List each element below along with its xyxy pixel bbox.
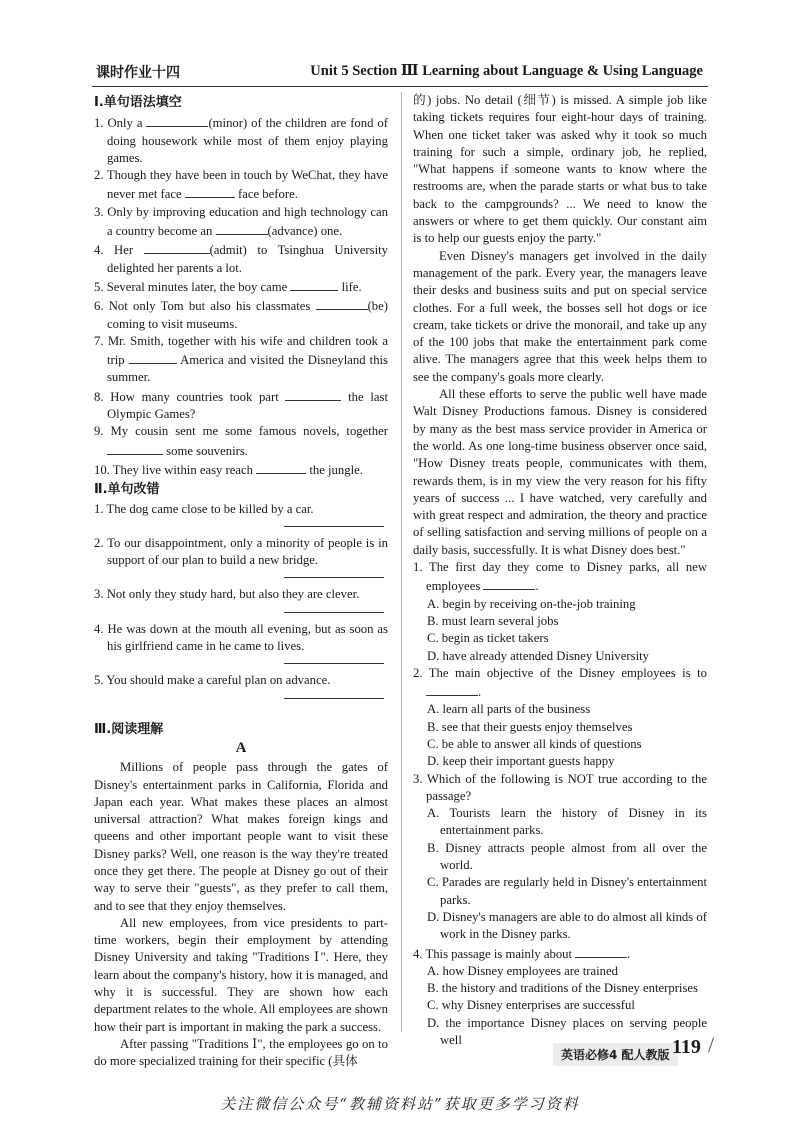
passage-paragraph-2: All new employees, from vice presidents to part-time workers, begin their employment by attending Disney University and taking "Traditions Ⅰ". Here, they learn about the company's history, how it is managed, and why it is successful. They are shown how each department relates to the whole. All employees are shown how their part is important in making the park a success. bbox=[94, 915, 388, 1034]
answer-option[interactable]: A. Tourists learn the history of Disney in its entertainment parks. bbox=[427, 806, 707, 838]
passage-paragraph-5: All these efforts to serve the public well have made Walt Disney Productions famous. Disney is considered by many as the best mass service provider in America or the world. As one long-time business observer once said, "How Disney treats people, communicates with them, rewards them, is in my view the very reason for his fifty years of success ... I have watched, very carefully and with great respect and admiration, the theory and practice of selling satisfaction and serving millions of people on a daily basis, successfully. It is what Disney does best." bbox=[413, 387, 707, 557]
question-text-end: . bbox=[535, 579, 539, 594]
page-slash-mark: / bbox=[708, 1032, 715, 1057]
answer-option[interactable]: A. begin by receiving on-the-job training bbox=[427, 596, 636, 611]
answer-blank[interactable] bbox=[216, 221, 268, 235]
passage-paragraph-3-continued: 的) jobs. No detail (细节) is missed. A simple job like taking tickets requires four eight-hour days of training. When one ticket taker was asked why it took so much training for such a simple, ordinary job, he replied, "What happens if someone wants to know where the restrooms are, when the parade starts or what bus to take back to the campgrounds? ... We need to know the answers or where to get them quickly. Our constant aim is to help our guests enjoy the party." bbox=[413, 93, 707, 246]
error-correction-item: 3. Not only they study hard, but also they are clever. bbox=[94, 587, 360, 602]
answer-option[interactable]: D. have already attended Disney University bbox=[427, 648, 649, 663]
grammar-fill-list bbox=[94, 113, 388, 479]
item-text-before: 5. Several minutes later, the boy came bbox=[94, 279, 291, 294]
question-text: 1. The first day they come to Disney parks, all new employees bbox=[413, 560, 707, 594]
answer-option[interactable]: C. begin as ticket takers bbox=[427, 631, 549, 646]
item-text-after: life. bbox=[338, 279, 362, 294]
worksheet-title: 课时作业十四 bbox=[96, 65, 180, 81]
grammar-fill-item bbox=[94, 387, 388, 424]
question-stem bbox=[413, 665, 707, 702]
item-text-after: the jungle. bbox=[306, 462, 363, 477]
answer-line bbox=[94, 690, 388, 707]
answer-option[interactable]: A. how Disney employees are trained bbox=[427, 963, 618, 978]
answer-line bbox=[94, 655, 388, 672]
grammar-fill-item bbox=[94, 277, 388, 296]
page-number: 119 bbox=[672, 1036, 701, 1058]
watermark-text: 关注微信公众号“教辅资料站”获取更多学习资料 bbox=[220, 1095, 580, 1113]
item-text-before: 2. Though they have been in touch by WeChat, they have never met face bbox=[94, 168, 388, 202]
grammar-fill-item bbox=[94, 423, 388, 460]
answer-option[interactable]: D. keep their important guests happy bbox=[427, 754, 615, 769]
grammar-fill-item bbox=[94, 460, 388, 479]
book-label: 英语必修4 配人教版 bbox=[553, 1043, 678, 1066]
unit-title: Unit 5 Section Ⅲ Learning about Language & Using Language bbox=[310, 63, 703, 79]
item-text-after: face before. bbox=[234, 187, 298, 202]
answer-option[interactable]: B. see that their guests enjoy themselves bbox=[427, 719, 633, 734]
answer-underline[interactable] bbox=[284, 663, 384, 664]
answer-blank[interactable] bbox=[575, 944, 627, 958]
item-text-before: 4. Her bbox=[94, 243, 144, 258]
item-text-after: (minor) of the children are fond of doing housework while most of them enjoy playing games. bbox=[107, 116, 388, 165]
grammar-fill-item bbox=[94, 204, 388, 241]
answer-option[interactable]: D. the importance Disney places on serving people well bbox=[427, 1015, 707, 1048]
answer-blank[interactable] bbox=[144, 240, 210, 254]
passage-paragraph-4: Even Disney's managers get involved in the daily management of the park. Every year, the managers leave their desks and business suits and put on special service clothes. For a full week, the bosses sell hot dogs or ice cream, take tickets or drive the monorail, and take up any of the 100 jobs that make the entertainment park come alive. The managers agree that this week helps them to see the company's goals more clearly. bbox=[413, 248, 707, 384]
left-column bbox=[94, 92, 388, 1071]
answer-option[interactable]: B. must learn several jobs bbox=[427, 613, 559, 628]
item-text-after: some souvenirs. bbox=[163, 443, 248, 458]
error-correction-list bbox=[94, 501, 388, 707]
grammar-fill-item bbox=[94, 167, 388, 204]
question-text: 2. The main objective of the Disney employees is to bbox=[413, 665, 707, 680]
answer-blank[interactable] bbox=[185, 184, 235, 198]
answer-blank[interactable] bbox=[285, 387, 341, 401]
answer-blank[interactable] bbox=[256, 460, 306, 474]
item-text-after: America and visited the Disneyland this summer. bbox=[107, 353, 388, 385]
passage-paragraph-3: After passing "Traditions Ⅰ", the employees go on to do more specialized training for their specific (具体 bbox=[94, 1036, 388, 1069]
answer-underline[interactable] bbox=[284, 526, 384, 527]
answer-blank[interactable] bbox=[316, 296, 368, 310]
error-correction-item: 4. He was down at the mouth all evening, but as soon as his girlfriend came in he came to lives. bbox=[94, 621, 388, 654]
question-stem bbox=[413, 771, 707, 806]
grammar-fill-item bbox=[94, 240, 388, 277]
question-text-end: . bbox=[478, 685, 482, 700]
section-3-title: Ⅲ.阅读理解 bbox=[94, 721, 164, 737]
answer-blank[interactable] bbox=[146, 113, 208, 127]
answer-line bbox=[94, 604, 388, 621]
answer-underline[interactable] bbox=[284, 577, 384, 578]
answer-option[interactable]: C. Parades are regularly held in Disney's entertainment parks. bbox=[427, 875, 707, 907]
item-text-before: 10. They live within easy reach bbox=[94, 462, 257, 477]
error-correction-item: 2. To our disappointment, only a minority of people is in support of our plan to build a new bridge. bbox=[94, 535, 388, 568]
question-list bbox=[413, 559, 707, 1049]
question-text: 3. Which of the following is NOT true according to the passage? bbox=[413, 771, 707, 803]
column-divider bbox=[401, 92, 402, 1032]
item-text-before: 1. Only a bbox=[94, 116, 147, 131]
item-text-before: 7. Mr. Smith, together with his wife and children took a trip bbox=[94, 333, 388, 368]
answer-option[interactable]: D. Disney's managers are able to do almost all kinds of work in the Disney parks. bbox=[427, 909, 707, 942]
item-text-after: (advance) one. bbox=[267, 224, 343, 239]
error-correction-item: 1. The dog came close to be killed by a car. bbox=[94, 501, 314, 516]
section-1-title: Ⅰ.单句语法填空 bbox=[94, 95, 182, 110]
answer-option[interactable]: B. the history and traditions of the Disney enterprises bbox=[427, 981, 698, 996]
item-text-after: (be) coming to visit museums. bbox=[107, 299, 388, 331]
answer-option[interactable]: B. Disney attracts people almost from all over the world. bbox=[427, 840, 707, 873]
item-text-before: 6. Not only Tom but also his classmates bbox=[94, 299, 316, 314]
item-text-before: 8. How many countries took part bbox=[94, 389, 286, 404]
passage-title: A bbox=[235, 739, 247, 756]
item-text-before: 9. My cousin sent me some famous novels, together bbox=[94, 424, 388, 439]
answer-line bbox=[94, 518, 388, 535]
answer-blank[interactable] bbox=[483, 576, 535, 590]
grammar-fill-item bbox=[94, 333, 388, 387]
passage-paragraph-1: Millions of people pass through the gates of Disney's entertainment parks in California, Florida and Japan each year. What makes these places an almost universal attraction? What makes foreign kings and queens and other important people want to visit these Disney parks? Well, one reason is the way they're treated once they get there. The people at Disney go out of their way to serve their "guests", as they prefer to call them, and to see that they enjoy themselves. bbox=[94, 760, 388, 913]
right-column bbox=[413, 92, 707, 1049]
answer-blank[interactable] bbox=[290, 277, 338, 291]
answer-underline[interactable] bbox=[284, 698, 384, 699]
question-text: 4. This passage is mainly about bbox=[413, 946, 576, 961]
section-2-title: Ⅱ.单句改错 bbox=[94, 482, 160, 498]
answer-option[interactable]: A. learn all parts of the business bbox=[427, 702, 591, 717]
answer-option[interactable]: C. be able to answer all kinds of questions bbox=[427, 736, 642, 751]
question-text-end: . bbox=[627, 946, 631, 961]
answer-blank[interactable] bbox=[107, 441, 163, 455]
answer-line bbox=[94, 569, 388, 586]
item-text-after: the last Olympic Games? bbox=[107, 389, 388, 422]
error-correction-item: 5. You should make a careful plan on advance. bbox=[94, 673, 331, 688]
answer-blank[interactable] bbox=[129, 350, 177, 364]
question-stem bbox=[413, 559, 707, 596]
item-text-before: 3. Only by improving education and high technology can a country become an bbox=[94, 204, 388, 239]
grammar-fill-item bbox=[94, 113, 388, 167]
answer-underline[interactable] bbox=[284, 612, 384, 613]
item-text-after: (admit) to Tsinghua University delighted her parents a lot. bbox=[107, 243, 388, 275]
answer-blank[interactable] bbox=[426, 682, 478, 696]
grammar-fill-item bbox=[94, 296, 388, 333]
question-stem bbox=[413, 944, 707, 963]
header-rule bbox=[92, 86, 708, 87]
answer-option[interactable]: C. why Disney enterprises are successful bbox=[427, 998, 635, 1013]
